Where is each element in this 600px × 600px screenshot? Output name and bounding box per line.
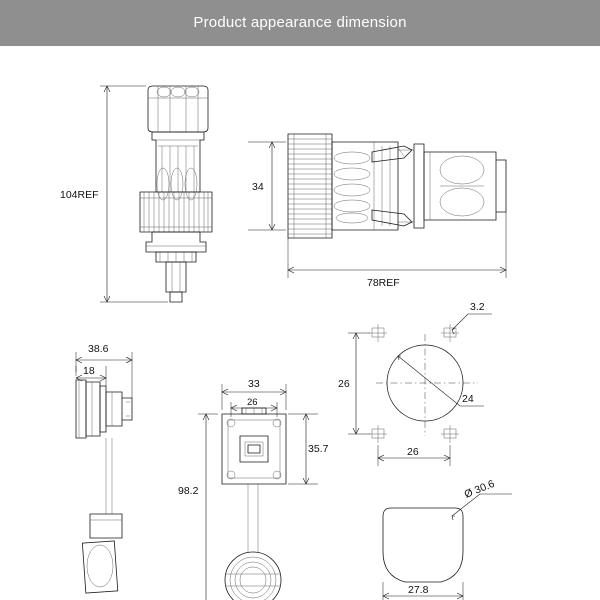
dimension-label-24: 24: [462, 393, 474, 405]
dimension-label-diameter-30-6: Ø 30.6: [462, 477, 497, 501]
dimension-label-98-2: 98.2: [178, 485, 199, 497]
dimension-78ref: [288, 212, 506, 289]
dimension-3-2: [452, 301, 492, 334]
dimension-label-27-8: 27.8: [408, 584, 429, 596]
dimension-label-3-2: 3.2: [470, 301, 485, 313]
mounting-hole-top-left: [369, 324, 387, 342]
dimension-18: [76, 365, 106, 386]
dimension-label-26-left: 26: [338, 378, 350, 390]
dimension-35-7: [288, 414, 329, 484]
dimension-26-left: [338, 333, 370, 434]
dimension-26-bottom: [378, 445, 450, 466]
page-title: Product appearance dimension: [193, 14, 407, 31]
dimension-label-33: 33: [248, 378, 260, 390]
dimension-label-35-7: 35.7: [308, 443, 329, 455]
dimension-label-26-bottom: 26: [407, 446, 419, 458]
view-panel-cutout-hole-pattern: [338, 301, 492, 466]
view-receptacle-side-profile: [76, 343, 132, 593]
dimension-label-104ref: 104REF: [60, 189, 99, 201]
dimension-label-38-6: 38.6: [88, 343, 109, 355]
dimension-label-26-top: 26: [247, 397, 258, 408]
drawing-canvas: [0, 46, 600, 600]
mounting-hole-bottom-left: [369, 425, 387, 443]
dimension-27-8: [383, 582, 463, 600]
dimension-diameter-30-6: [452, 478, 512, 520]
dimension-98-2: [178, 414, 222, 600]
dimension-label-18: 18: [83, 365, 95, 377]
view-plug-assembly-vertical: [60, 86, 212, 302]
view-sealing-cap-outline: [383, 478, 512, 600]
dimension-label-78ref: 78REF: [367, 277, 400, 289]
mounting-hole-bottom-right: [441, 425, 459, 443]
dimension-24: [398, 356, 484, 406]
dimension-label-34: 34: [252, 181, 264, 193]
view-receptacle-front-face: [178, 378, 329, 600]
view-plug-assembly-horizontal: [248, 134, 506, 289]
dimension-34: [248, 142, 286, 230]
dimension-104ref: [60, 86, 168, 302]
mounting-hole-top-right: [441, 324, 459, 342]
